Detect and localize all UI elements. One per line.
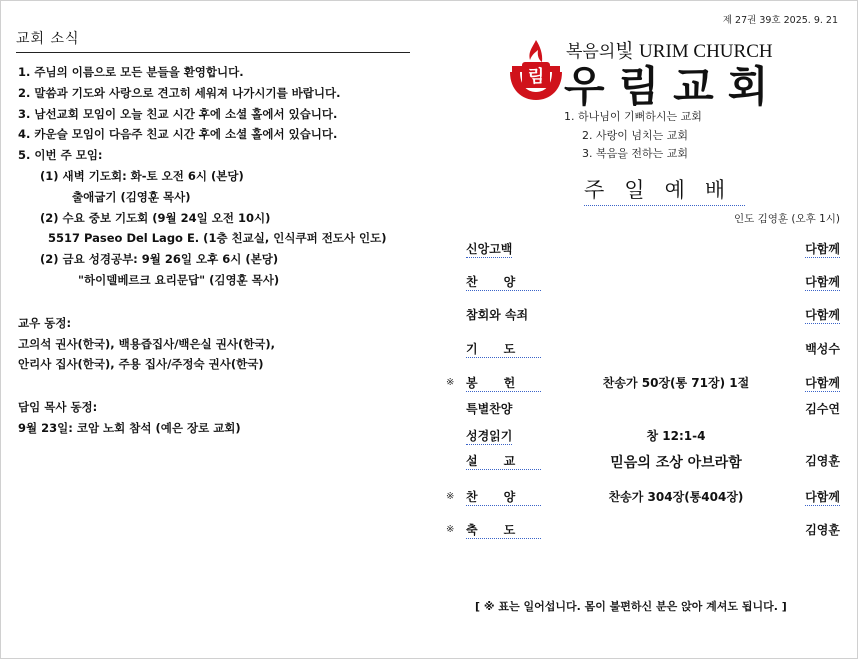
order-name: 봉헌 (466, 376, 542, 390)
order-row (446, 521, 844, 541)
order-row (446, 488, 844, 508)
order-name: 기도 (466, 342, 542, 356)
order-row (446, 400, 844, 420)
meeting-item: (2) 금요 성경공부: 9월 26일 오후 6시 (본당) (40, 252, 279, 267)
order-person: 다함께 (805, 376, 840, 390)
stand-mark: ※ (446, 524, 455, 535)
motto-item: 2. 사랑이 넘치는 교회 (582, 128, 688, 142)
issue-number: 제 27권 39호 2025. 9. 21 (722, 15, 838, 26)
pastor-heading: 담임 목사 동정: (18, 400, 98, 415)
order-person: 김영훈 (805, 523, 840, 537)
members-line: 안리사 집사(한국), 주용 집사/주정숙 권사(한국) (18, 357, 264, 372)
order-row (446, 340, 844, 360)
order-row (446, 273, 844, 293)
news-item: 2. 말씀과 기도와 사랑으로 견고히 세워져 나가시기를 바랍니다. (18, 85, 341, 100)
meeting-detail: "하이델베르크 요리문답" (김영훈 목사) (78, 272, 280, 287)
service-leader: 인도 김영훈 (오후 1시) (733, 213, 840, 225)
order-name: 축도 (466, 523, 542, 537)
order-person: 다함께 (805, 308, 840, 322)
order-row (446, 306, 844, 326)
tagline-english: URIM CHURCH (639, 41, 773, 62)
footer-note: [ ※ 표는 일어섭니다. 몸이 불편하신 분은 앉아 계셔도 됩니다. ] (475, 600, 787, 613)
meeting-detail: 출애굽기 (김영훈 목사) (72, 189, 191, 204)
meeting-detail: 5517 Paseo Del Lago E. (1층 친교실, 인식쿠퍼 전도사 인도) (48, 231, 387, 246)
members-line: 고의석 권사(한국), 백용즙집사/백은실 권사(한국), (18, 336, 276, 351)
church-name: 우림교회 (564, 62, 783, 111)
news-item: 1. 주님의 이름으로 모든 분들을 환영합니다. (18, 65, 244, 79)
order-name: 설교 (466, 454, 542, 468)
news-item: 5. 이번 주 모임: (18, 148, 103, 163)
motto-list (560, 108, 702, 164)
news-item: 4. 카운슬 모임이 다음주 친교 시간 후에 소셜 홀에서 있습니다. (18, 127, 338, 142)
order-person: 다함께 (805, 275, 840, 289)
members-heading: 교우 동정: (18, 315, 72, 330)
service-title: 주일예배 (584, 174, 745, 206)
order-detail: 믿음의 조상 아브라함 (610, 455, 742, 471)
order-name: 성경읽기 (466, 429, 513, 443)
tagline-big: 빛 (615, 40, 634, 62)
order-person: 김수연 (805, 402, 840, 416)
news-list (18, 62, 418, 439)
order-row (446, 452, 844, 472)
order-name: 참회와 속죄 (466, 308, 529, 322)
order-person: 백성수 (805, 342, 840, 356)
order-row (446, 427, 844, 447)
stand-mark: ※ (446, 491, 455, 502)
tagline-small: 복음의 (566, 42, 616, 62)
svg-text:림: 림 (527, 67, 545, 87)
order-name: 특별찬양 (466, 402, 513, 416)
news-panel (16, 28, 410, 53)
motto-item: 1. 하나님이 기뻐하시는 교회 (564, 110, 702, 123)
order-person: 다함께 (805, 490, 840, 504)
order-row (446, 374, 844, 394)
order-name: 신앙고백 (466, 242, 513, 256)
news-item: 3. 남선교회 모임이 오늘 친교 시간 후에 소셜 홀에서 있습니다. (18, 106, 338, 121)
order-person: 김영훈 (805, 454, 840, 468)
motto-item: 3. 복음을 전하는 교회 (582, 147, 688, 160)
order-detail: 찬송가 50장(통 71장) 1절 (602, 376, 750, 390)
stand-mark: ※ (446, 377, 455, 388)
order-name: 찬양 (466, 275, 542, 289)
meeting-item: (1) 새벽 기도회: 화-토 오전 6시 (본당) (40, 168, 244, 183)
order-person: 다함께 (805, 242, 840, 256)
news-title: 교회 소식 (16, 28, 410, 53)
meeting-item: (2) 수요 중보 기도회 (9월 24일 오전 10시) (40, 210, 271, 225)
pastor-line: 9월 23일: 코암 노회 참석 (예은 장로 교회) (18, 420, 241, 435)
order-name: 찬양 (466, 490, 542, 504)
order-detail: 찬송가 304장(통404장) (608, 490, 744, 504)
order-row (446, 240, 844, 260)
order-detail: 창 12:1-4 (646, 429, 706, 443)
